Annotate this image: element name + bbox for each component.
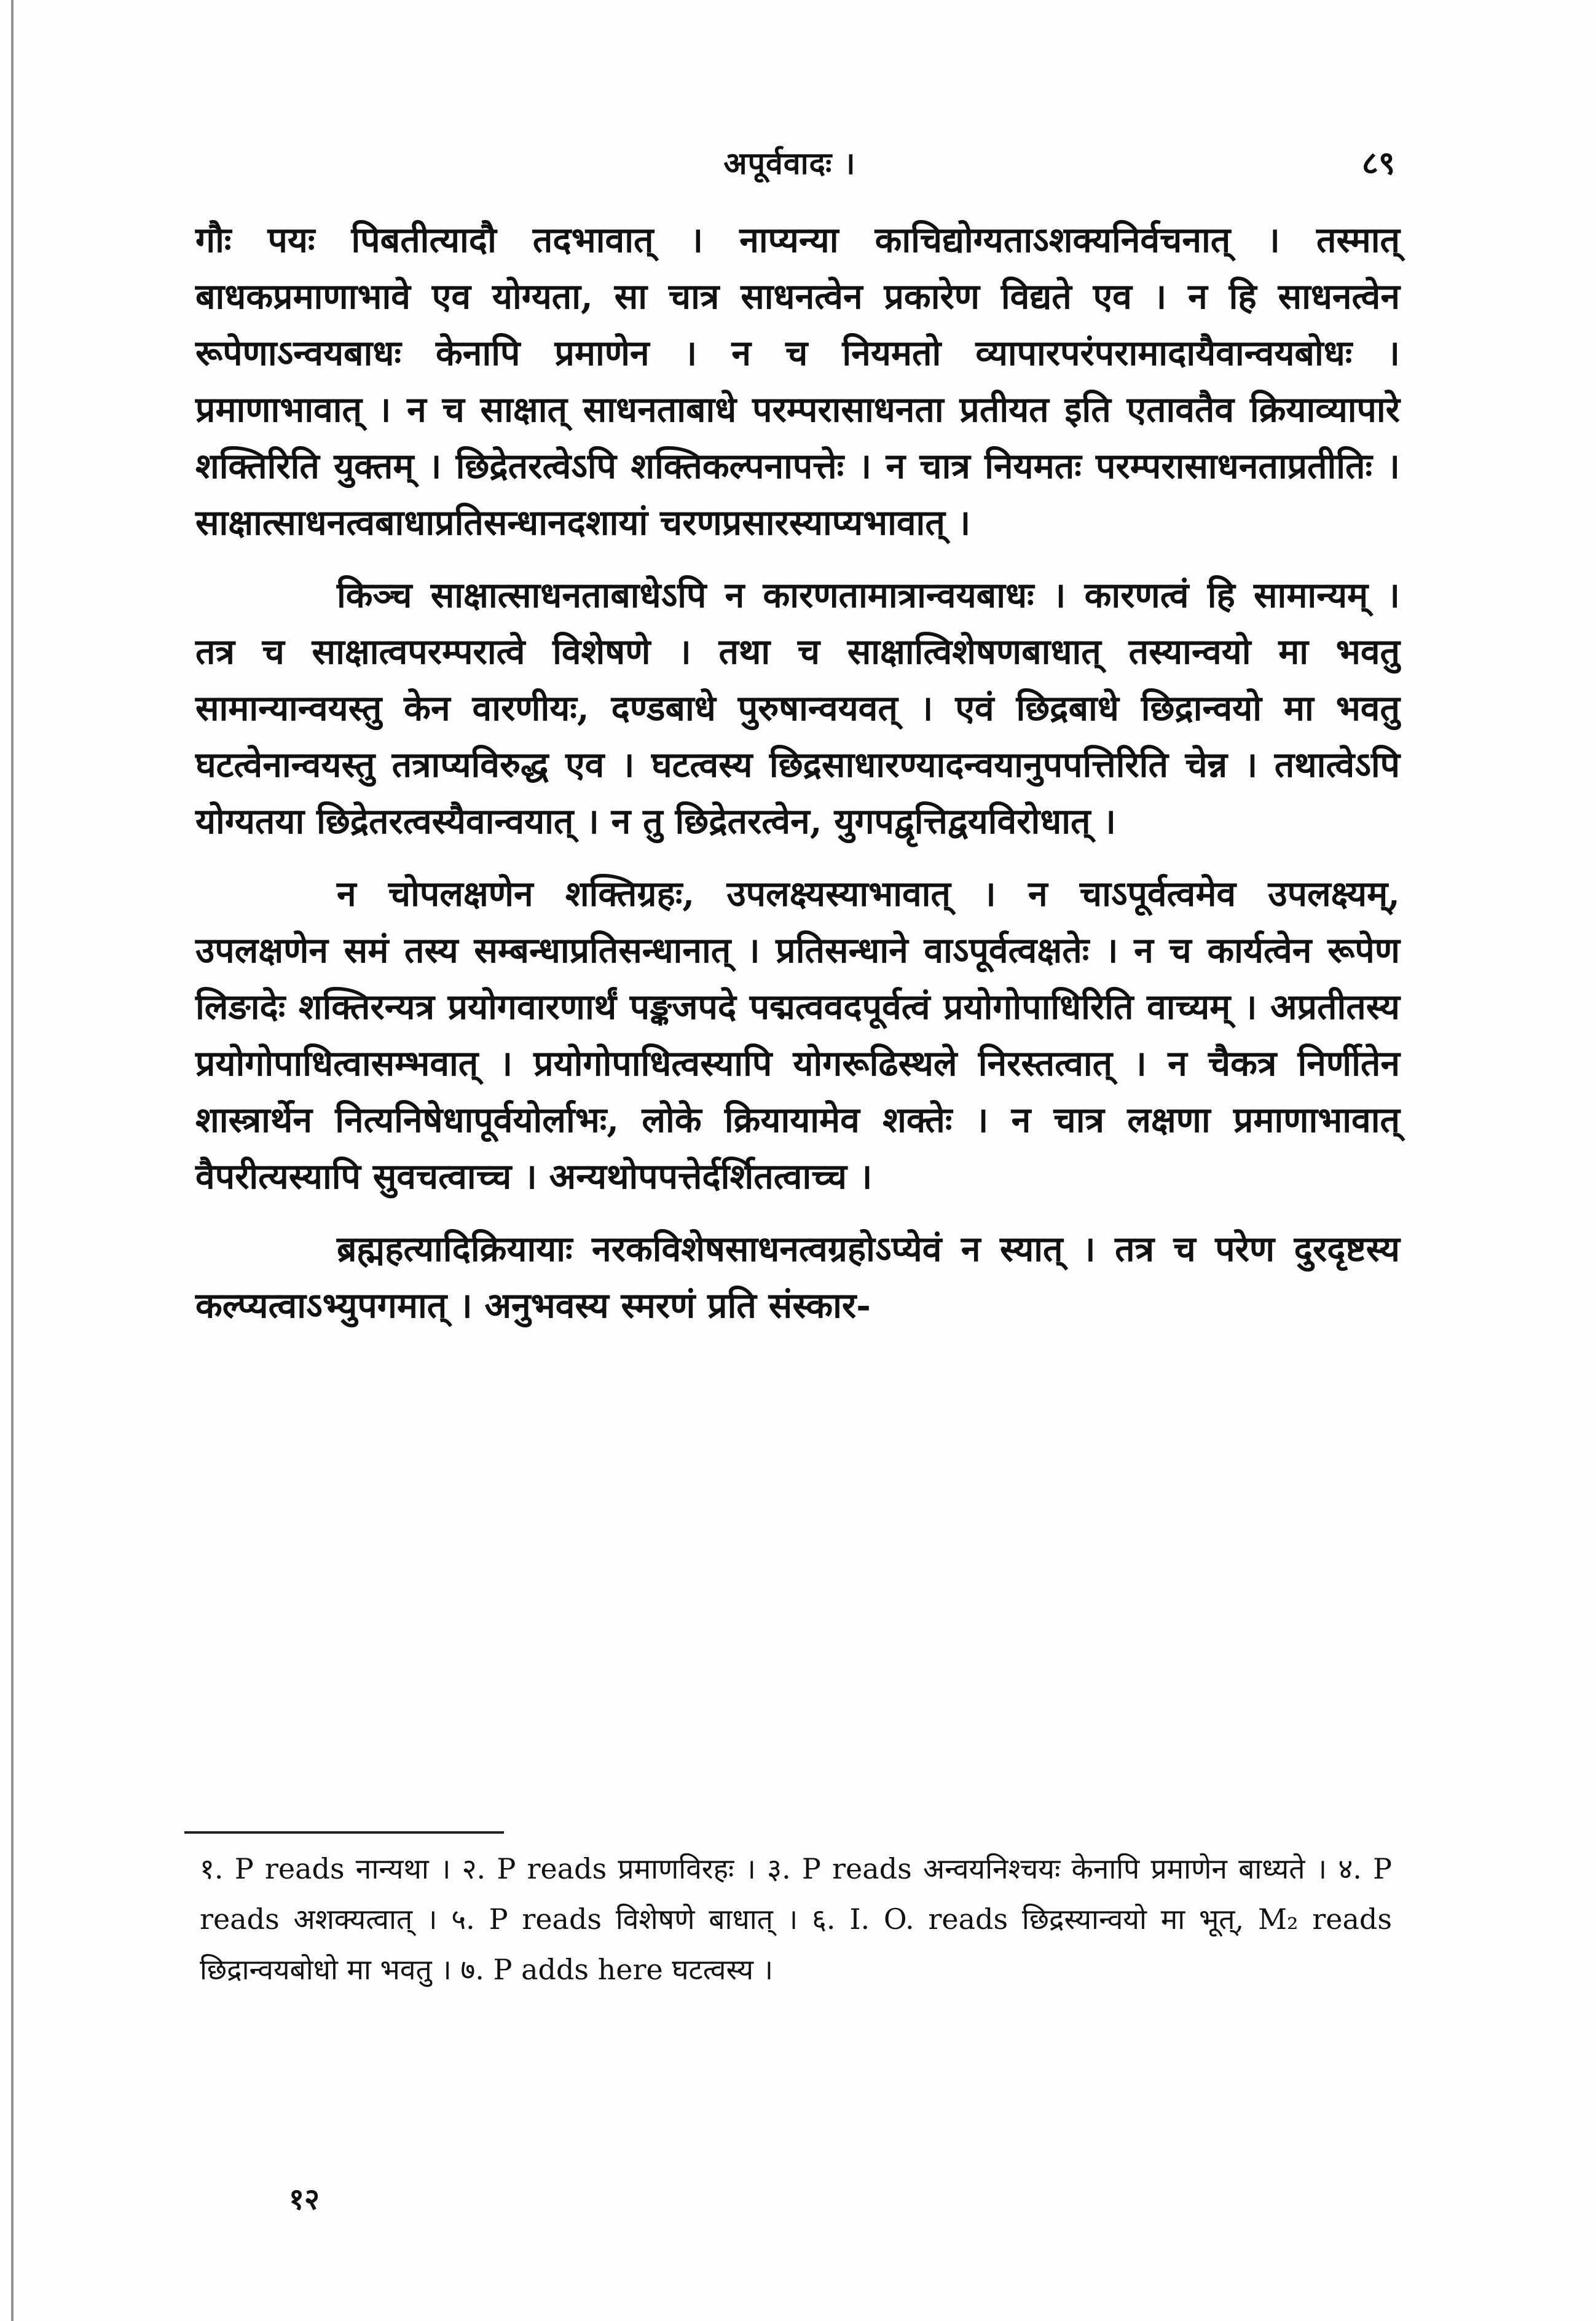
main-text xyxy=(195,212,1400,1334)
footnote-2: २. P reads प्रमाणविरहः । xyxy=(462,1852,768,1885)
footnote-4: ४. P reads अशक्यत्वात् । xyxy=(200,1852,1393,1936)
page-number: ८९ xyxy=(1361,144,1395,182)
footnote-6: ६. I. O. reads छिद्रस्यान्वयो मा भूत्, M₂ reads छिद्रान्वयबोधो मा भवतु । xyxy=(200,1903,1392,1986)
paragraph-1: गौः पयः पिबतीत्यादौ तदभावात् । नाप्यन्या काचिद्योग्यताऽशक्यनिर्वचनात् । तस्मात् बाधकप्रमाणाभावे एव योग्यता, सा चात्र साधनत्वेन प्रकारेण विद्यते एव । न हि साधनत्वेन रूपेणाऽन्वयबाधः केनापि प्रमाणेन । न च नियमतो व्यापारपरंपरामादायैवान्वयबोधः । प्रमाणाभावात् । न च साक्षात् साधनताबाधे परम्परासाधनता प्रतीयत इति एतावतैव क्रियाव्यापारे शक्तिरिति युक्तम् । छिद्रेतरत्वेऽपि शक्तिकल्पनापत्तेः । न चात्र नियमतः परम्परासाधनताप्रतीतिः । साक्षात्साधनत्वबाधाप्रतिसन्धानदशायां चरणप्रसारस्याप्यभावात् । xyxy=(195,219,1400,543)
footnote-7: ७. P adds here घटत्वस्य । xyxy=(460,1953,774,1986)
footnote-1: १. P reads नान्यथा । xyxy=(200,1852,462,1885)
page-header xyxy=(184,117,1395,184)
paragraph-3: न चोपलक्षणेन शक्तिग्रहः, उपलक्ष्यस्याभावात् । न चाऽपूर्वत्वमेव उपलक्ष्यम्, उपलक्षणेन समं तस्य सम्बन्धाप्रतिसन्धानात् । प्रतिसन्धाने वाऽपूर्वत्वक्षतेः । न च कार्यत्वेन रूपेण लिङादेः शक्तिरन्यत्र प्रयोगवारणार्थं पङ्कजपदे पद्मत्ववदपूर्वत्वं प्रयोगोपाधिरिति वाच्यम् । अप्रतीतस्य प्रयोगोपाधित्वासम्भवात् । प्रयोगोपाधित्वस्यापि योगरूढिस्थले निरस्तत्वात् । न चैकत्र निर्णीतेन शास्त्रार्थेन नित्यनिषेधापूर्वयोर्लाभः, लोके क्रियायामेव शक्तेः । न चात्र लक्षणा प्रमाणाभावात् वैपरीत्यस्यापि सुवचत्वाच्च । अन्यथोपपत्तेर्दर्शितत्वाच्च । xyxy=(195,873,1400,1197)
footnote-5: ५. P reads विशेषणे बाधात् । xyxy=(451,1903,812,1936)
paragraph-2: किञ्च साक्षात्साधनताबाधेऽपि न कारणतामात्रान्वयबाधः । कारणत्वं हि सामान्यम् । तत्र च साक्षात्वपरम्परात्वे विशेषणे । तथा च साक्षात्विशेषणबाधात् तस्यान्वयो मा भवतु सामान्यान्वयस्तु केन वारणीयः, दण्डबाधे पुरुषान्वयवत् । एवं छिद्रबाधे छिद्रान्वयो मा भवतु घटत्वेनान्वयस्तु तत्राप्यविरुद्ध एव । घटत्वस्य छिद्रसाधारण्यादन्वयानुपपत्तिरिति चेन्न । तथात्वेऽपि योग्यतया छिद्रेतरत्वस्यैवान्वयात् । न तु छिद्रेतरत्वेन, युगपद्वृत्तिद्वयविरोधात् । xyxy=(195,575,1400,842)
footnote-rule xyxy=(184,1831,504,1834)
footnote-3: ३. P reads अन्वयनिश्चयः केनापि प्रमाणेन बाध्यते । xyxy=(767,1852,1339,1885)
running-title: अपूर्ववादः । xyxy=(723,145,856,181)
scan-edge-line xyxy=(11,0,14,2321)
signature-mark: १२ xyxy=(289,2182,320,2217)
footnotes xyxy=(200,1844,1392,1995)
paragraph-4: ब्रह्महत्यादिक्रियायाः नरकविशेषसाधनत्वग्रहोऽप्येवं न स्यात् । तत्र च परेण दुरदृष्टस्य कल्प्यत्वाऽभ्युपगमात् । अनुभवस्य स्मरणं प्रति संस्कार- xyxy=(195,1228,1400,1326)
